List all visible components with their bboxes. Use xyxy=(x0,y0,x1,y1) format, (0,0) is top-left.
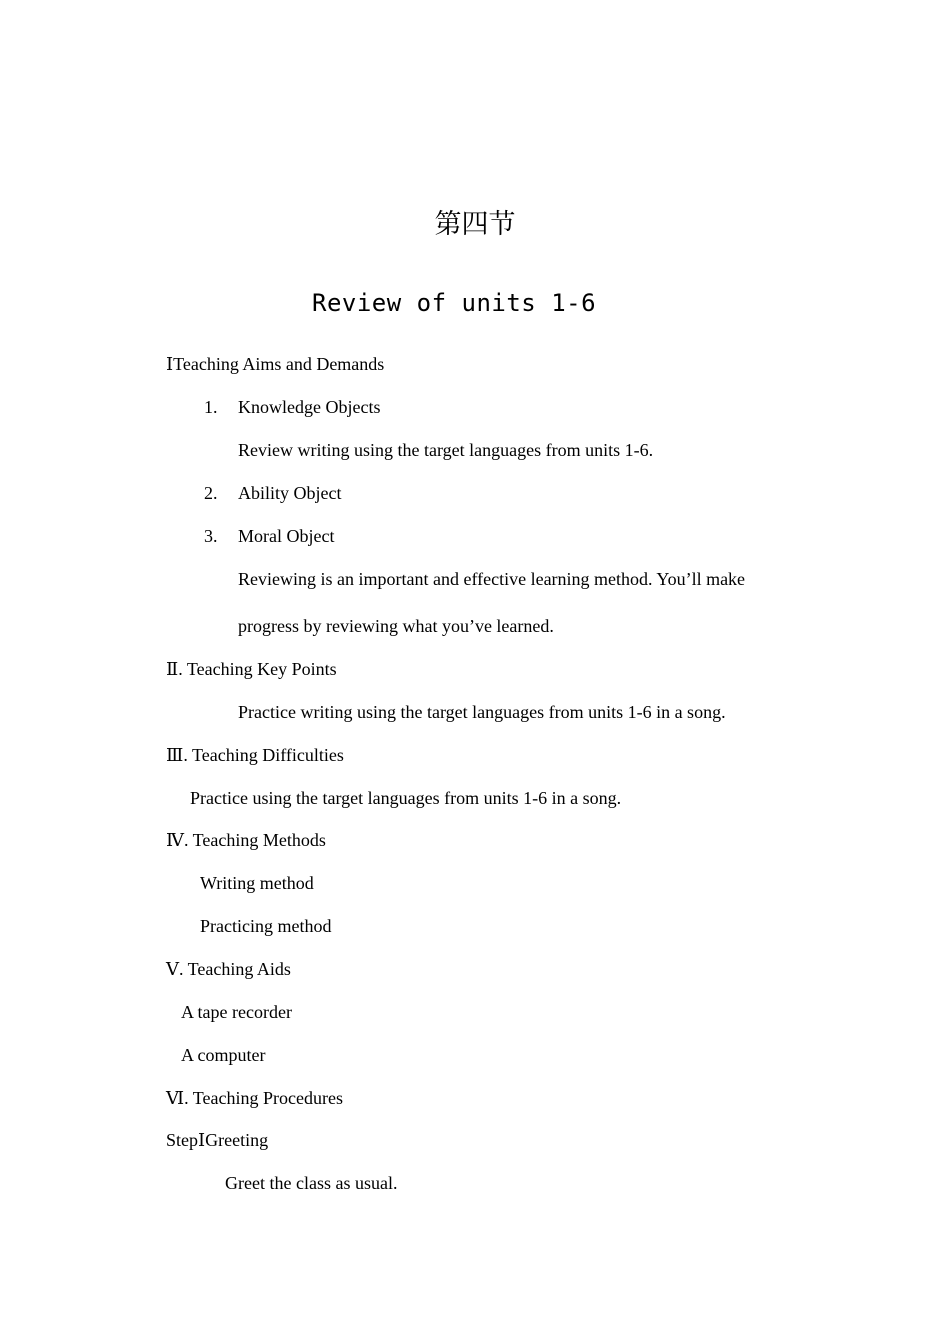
list-number: 3. xyxy=(204,526,218,546)
document-title: 第四节 xyxy=(434,209,516,240)
section-heading-key-points: Ⅱ. Teaching Key Points xyxy=(166,659,337,679)
step-heading-greeting: StepⅠGreeting xyxy=(166,1130,269,1150)
section-heading-methods: Ⅳ. Teaching Methods xyxy=(166,830,326,850)
moral-object-detail-line2: progress by reviewing what you’ve learned. xyxy=(238,616,554,636)
method-item: Writing method xyxy=(200,873,314,893)
moral-object-detail-line1: Reviewing is an important and effective learning method. You’ll make xyxy=(238,569,746,589)
section-heading-aids: Ⅴ. Teaching Aids xyxy=(166,959,291,979)
aid-item: A tape recorder xyxy=(181,1002,292,1022)
list-number: 1. xyxy=(204,397,218,417)
key-points-body: Practice writing using the target languages from units 1-6 in a song. xyxy=(238,702,726,722)
list-item-moral-object: Moral Object xyxy=(238,526,335,546)
method-item: Practicing method xyxy=(200,916,332,936)
aid-item: A computer xyxy=(181,1045,266,1065)
section-heading-aims: ⅠTeaching Aims and Demands xyxy=(166,354,385,374)
list-item-knowledge-objects: Knowledge Objects xyxy=(238,397,381,417)
greeting-body: Greet the class as usual. xyxy=(225,1173,398,1193)
list-item-ability-object: Ability Object xyxy=(238,483,342,503)
section-heading-difficulties: Ⅲ. Teaching Difficulties xyxy=(166,745,344,765)
knowledge-objects-detail: Review writing using the target languages from units 1-6. xyxy=(238,440,654,460)
difficulties-body: Practice using the target languages from units 1-6 in a song. xyxy=(190,788,622,808)
document-subtitle: Review of units 1-6 xyxy=(312,289,597,317)
list-number: 2. xyxy=(204,483,218,503)
section-heading-procedures: Ⅵ. Teaching Procedures xyxy=(166,1088,343,1108)
